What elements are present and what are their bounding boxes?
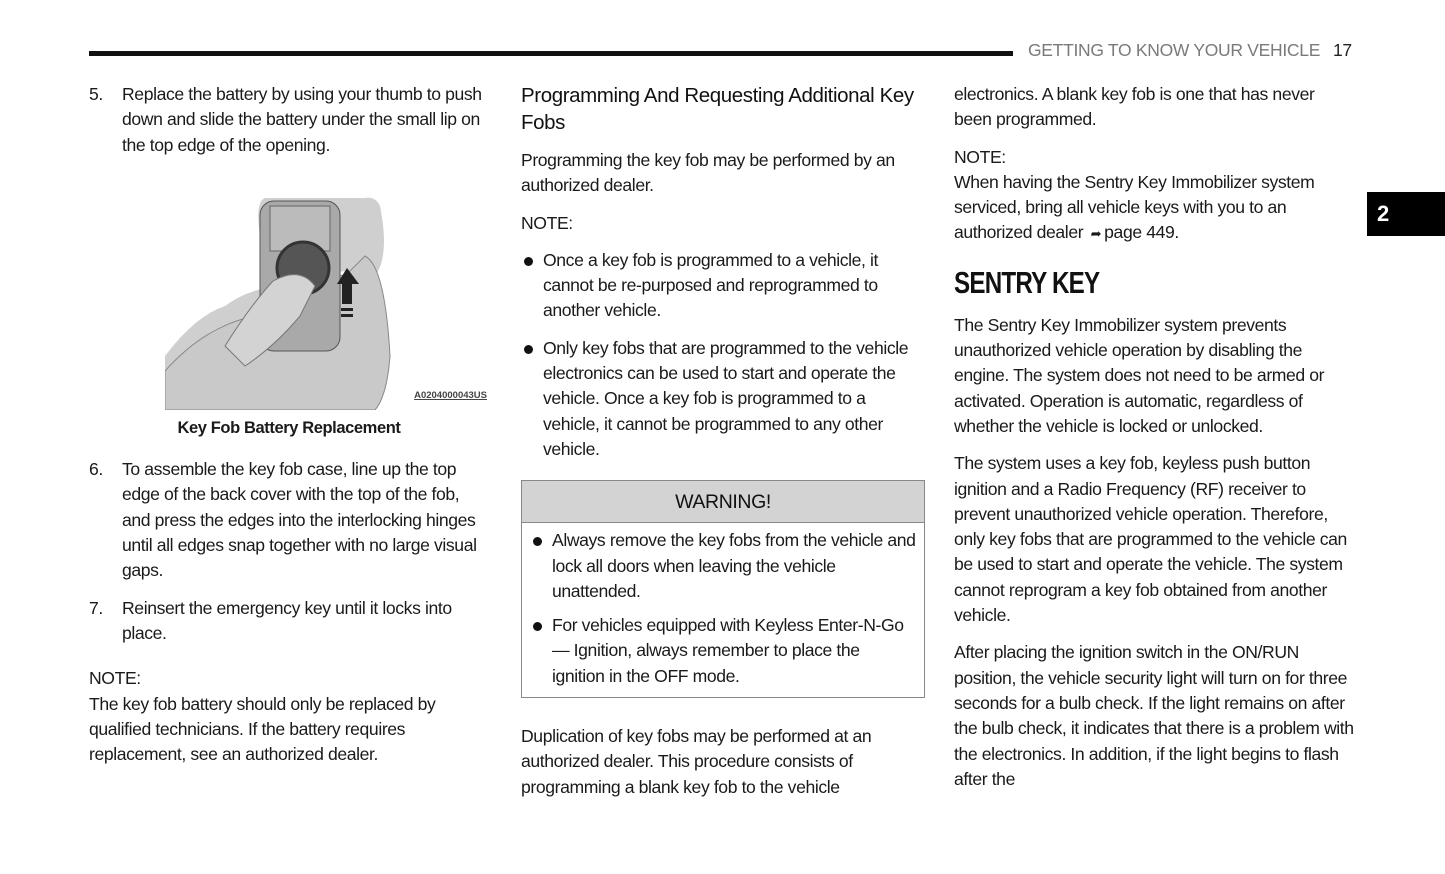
page-reference-link[interactable]: page 449. (1104, 222, 1179, 243)
note-label: NOTE: (954, 146, 1006, 167)
warning-bullet (530, 528, 916, 604)
step-5 (89, 82, 489, 158)
bullet-item (521, 248, 925, 324)
step-6 (89, 457, 489, 583)
chapter-tab[interactable]: 2 (1367, 192, 1445, 236)
intro-text: Programming the key fob may be performed by an authorized dealer. (521, 150, 895, 196)
section-title: GETTING TO KNOW YOUR VEHICLE (1028, 40, 1321, 60)
column-3 (954, 82, 1356, 792)
figure-code: A0204000043US (414, 389, 487, 401)
figure-caption: Key Fob Battery Replacement (177, 418, 401, 437)
note-label: NOTE: (521, 212, 573, 233)
step-number: 7. (89, 597, 103, 618)
bullet-icon (524, 345, 533, 354)
bullet-text: For vehicles equipped with Keyless Enter-N-Go — Ignition, always remember to place the ignition in the OFF mode. (552, 615, 904, 686)
page-number: 17 (1333, 40, 1352, 60)
paragraph: The system uses a key fob, keyless push button ignition and a Radio Frequency (RF) receiver to prevent unauthorized vehicle operation. Therefore, only key fobs that are programmed to the vehicle can be used to start and operate the vehicle. The system cannot reprogram a key fob obtained from another vehicle. (954, 453, 1347, 626)
column-2 (521, 82, 925, 800)
duplication-text: Duplication of key fobs may be performed at an authorized dealer. This procedure consists of programming a blank key fob to the vehicle (521, 726, 872, 797)
step-text: To assemble the key fob case, line up the top edge of the back cover with the top of the fob, and press the edges into the interlocking hinges until all edges snap together with no large visual gaps. (122, 459, 477, 581)
bullet-text: Only key fobs that are programmed to the vehicle electronics can be used to start and operate the vehicle. Once a key fob is programmed to a vehicle, it cannot be programmed to any other vehicle. (543, 337, 909, 459)
bullet-icon (533, 622, 542, 631)
note-text: The key fob battery should only be replaced by qualified technicians. If the battery requires replacement, see an authorized dealer. (89, 693, 436, 765)
bullet-icon (524, 257, 533, 266)
section-heading: Programming And Requesting Additional Key Fobs (521, 84, 914, 134)
note-text (954, 170, 1356, 247)
step-number: 5. (89, 84, 103, 104)
step-number: 6. (89, 459, 103, 480)
header-rule (89, 51, 1013, 56)
note-body: When having the Sentry Key Immobilizer system serviced, bring all vehicle keys with you to an authorized dealer (954, 171, 1315, 243)
step-text: Replace the battery by using your thumb to push down and slide the battery under the small lip on the top edge of the opening. (122, 84, 482, 155)
figure (165, 196, 487, 410)
page-reference-arrow-icon: ➦ (1090, 226, 1102, 242)
note-label: NOTE: (89, 668, 141, 689)
continued-text: electronics. A blank key fob is one that has never been programmed. (954, 84, 1315, 130)
step-7 (89, 596, 489, 647)
bullet-text: Always remove the key fobs from the vehicle and lock all doors when leaving the vehicle unattended. (552, 530, 916, 601)
bullet-text: Once a key fob is programmed to a vehicle, it cannot be re-purposed and reprogrammed to another vehicle. (543, 249, 879, 321)
paragraph: The Sentry Key Immobilizer system prevents unauthorized vehicle operation by disabling the engine. The system does not need to be armed or activated. Operation is automatic, regardless of whether the vehicle is locked or unlocked. (954, 314, 1325, 436)
bullet-icon (533, 537, 542, 546)
column-1 (89, 82, 489, 767)
bullet-item (521, 336, 925, 462)
paragraph: After placing the ignition switch in the ON/RUN position, the vehicle security light will turn on for three seconds for a bulb check. If the light remains on after the bulb check, it indicates that there is a problem with the electronics. In addition, if the light begins to flash after the (954, 642, 1354, 789)
warning-title: WARNING! (522, 481, 924, 523)
step-text: Reinsert the emergency key until it locks into place. (122, 597, 452, 643)
key-fob-battery-illustration (165, 196, 487, 410)
warning-bullet (530, 613, 916, 689)
sentry-key-heading: SENTRY KEY (954, 264, 1100, 300)
warning-box (521, 480, 925, 698)
